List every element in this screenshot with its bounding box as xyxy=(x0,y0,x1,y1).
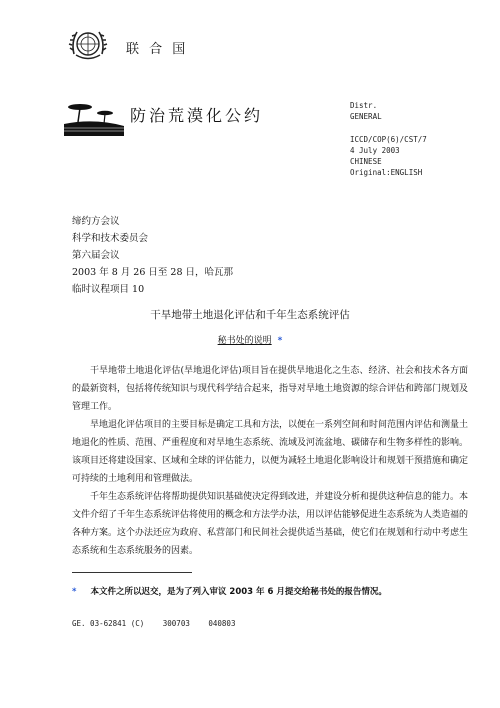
reference-date-2: 040803 xyxy=(208,619,236,628)
header-line: 临时议程项目 10 xyxy=(72,284,145,295)
distribution-label: Distr. xyxy=(350,101,378,110)
document-body xyxy=(72,362,468,560)
desertification-logo-icon xyxy=(64,100,124,136)
distribution-value: GENERAL xyxy=(350,112,382,121)
document-original-language: Original:ENGLISH xyxy=(350,168,423,177)
header-line: 缔约方会议 xyxy=(72,216,120,227)
footnote xyxy=(72,585,482,597)
job-number: GE. 03-62841 (C) xyxy=(72,619,145,628)
document-language: CHINESE xyxy=(350,157,382,166)
paragraph: 千年生态系统评估将帮助提供知识基础使决定得到改进，并建设分析和提供这种信息的能力。本文件介绍了千年生态系统评估将使用的概念和方法学办法，用以评估能够促进生态系统为人类造福的各种方案。这个办法还应为政府、私营部门和民间社会提供适当基础，使它们在规划和行动中考虑生态系统和生态系统服务的因素。 xyxy=(72,492,469,556)
footnote-star: * xyxy=(72,587,77,597)
footnote-text: 本文件之所以迟交，是为了列入审议 2003 年 6 月提交给秘书处的报告情况。 xyxy=(90,587,387,597)
reference-date-1: 300703 xyxy=(162,619,190,628)
secretariat-note xyxy=(0,333,500,346)
header-line: 科学和技术委员会 xyxy=(72,233,149,244)
footnote-marker[interactable]: * xyxy=(277,336,283,346)
session-header xyxy=(72,213,233,298)
header-line: 第六届会议 xyxy=(72,250,120,261)
un-name: 联 合 国 xyxy=(126,42,189,57)
convention-title: 防治荒漠化公约 xyxy=(130,106,264,125)
un-emblem-icon xyxy=(68,24,108,64)
document-meta xyxy=(350,100,427,178)
paragraph: 干旱地带土地退化评估(旱地退化评估)项目旨在提供旱地退化之生态、经济、社会和技术各方面的最新资料，包括将传统知识与现代科学结合起来，指导对旱地土地资源的综合评估和跨部门规划及管理工作。 xyxy=(72,366,469,412)
paragraph: 旱地退化评估项目的主要目标是确定工具和方法，以便在一系列空间和时间范围内评估和测量土地退化的性质、范围、严重程度和对旱地生态系统、流域及河流盆地、碳储存和生物多样性的影响。该项目还将建设国家、区域和全球的评估能力，以便为减轻土地退化影响设计和规划干预措施和确定可持续的土地利用和管理做法。 xyxy=(72,420,469,484)
header-line: 2003 年 8 月 26 日至 28 日，哈瓦那 xyxy=(72,267,234,278)
footnote-divider xyxy=(72,572,192,573)
document-title: 干旱地带土地退化评估和千年生态系统评估 xyxy=(150,309,350,321)
job-reference xyxy=(72,619,249,628)
document-symbol: ICCD/COP(6)/CST/7 xyxy=(350,135,427,144)
note-label: 秘书处的说明 xyxy=(217,336,272,346)
document-date: 4 July 2003 xyxy=(350,146,400,155)
